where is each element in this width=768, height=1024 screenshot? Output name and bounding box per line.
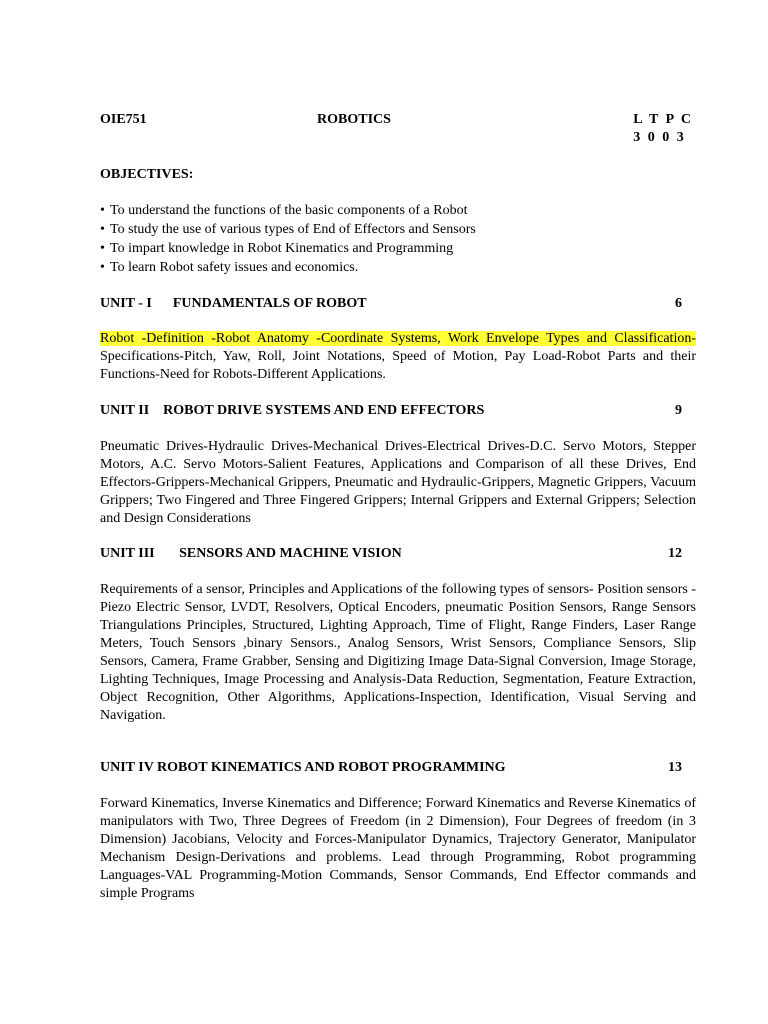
objectives-list bbox=[100, 202, 476, 278]
list-item: • To understand the functions of the basic components of a Robot bbox=[100, 203, 468, 218]
bullet-icon: • bbox=[100, 222, 105, 237]
unit-4-content bbox=[100, 795, 696, 903]
highlighted-text: Robot -Definition -Robot Anatomy -Coordinate Systems, Work Envelope Types and Classification- bbox=[100, 331, 696, 346]
list-item: • To study the use of various types of End of Effectors and Sensors bbox=[100, 222, 476, 237]
unit-hours: 12 bbox=[668, 546, 682, 561]
ltpc-values: 3 0 0 3 bbox=[633, 130, 686, 145]
objectives-heading: OBJECTIVES: bbox=[100, 167, 194, 182]
bullet-icon: • bbox=[100, 260, 105, 275]
list-item: • To learn Robot safety issues and economics. bbox=[100, 260, 359, 275]
bullet-icon: • bbox=[100, 241, 105, 256]
unit-2-content bbox=[100, 438, 696, 528]
unit-title: UNIT IV ROBOT KINEMATICS AND ROBOT PROGRAMMING bbox=[100, 760, 506, 775]
list-item: • To impart knowledge in Robot Kinematics and Programming bbox=[100, 241, 454, 256]
unit-text: Specifications-Pitch, Yaw, Roll, Joint Notations, Speed of Motion, Pay Load-Robot Parts and their Functions-Need for Robots-Different Applications. bbox=[100, 349, 696, 382]
unit-title: UNIT II ROBOT DRIVE SYSTEMS AND END EFFECTORS bbox=[100, 403, 485, 418]
unit-text: Pneumatic Drives-Hydraulic Drives-Mechanical Drives-Electrical Drives-D.C. Servo Motors, Stepper Motors, A.C. Servo Motors-Salient Features, Applications and Comparison of all these Drives, End Effectors-Grippers-Mechanical Grippers, Pneumatic and Hydraulic-Grippers, Magnetic Grippers, Vacuum Grippers; Two Fingered and Three Fingered Grippers; Internal Grippers and External Grippers; Selection and Design Considerations bbox=[100, 439, 696, 526]
unit-hours: 6 bbox=[675, 296, 682, 311]
unit-hours: 9 bbox=[675, 403, 682, 418]
unit-text: Requirements of a sensor, Principles and Applications of the following types of sensors- Position sensors -Piezo Electric Sensor, LVDT, Resolvers, Optical Encoders, pneumatic Position Sensors, Range Sensors Triangulations Principles, Structured, Lighting Approach, Time of Flight, Range Finders, Laser Range Meters, Touch Sensors ,binary Sensors., Analog Sensors, Wrist Sensors, Compliance Sensors, Slip Sensors, Camera, Frame Grabber, Sensing and Digitizing Image Data-Signal Conversion, Image Storage, Lighting Techniques, Image Processing and Analysis-Data Reduction, Segmentation, Feature Extraction, Object Recognition, Other Algorithms, Applications-Inspection, Identification, Visual Serving and Navigation. bbox=[100, 582, 696, 723]
course-header bbox=[100, 111, 696, 151]
bullet-icon: • bbox=[100, 203, 105, 218]
unit-3-content bbox=[100, 581, 696, 725]
unit-1-content bbox=[100, 330, 696, 384]
unit-hours: 13 bbox=[668, 760, 682, 775]
unit-text: Forward Kinematics, Inverse Kinematics and Difference; Forward Kinematics and Reverse Kinematics of manipulators with Two, Three Degrees of Freedom (in 2 Dimension), Four Degrees of freedom (in 3 Dimension) Jacobians, Velocity and Forces-Manipulator Dynamics, Trajectory Generator, Manipulator Mechanism Design-Derivations and problems. Lead through Programming, Robot programming Languages-VAL Programming-Motion Commands, Sensor Commands, End Effector commands and simple Programs bbox=[100, 796, 696, 901]
unit-title: UNIT - I FUNDAMENTALS OF ROBOT bbox=[100, 296, 367, 311]
course-title: ROBOTICS bbox=[317, 112, 391, 127]
ltpc-block bbox=[633, 111, 693, 147]
unit-title: UNIT III SENSORS AND MACHINE VISION bbox=[100, 546, 402, 561]
course-code: OIE751 bbox=[100, 112, 147, 127]
ltpc-labels: L T P C bbox=[633, 112, 693, 127]
